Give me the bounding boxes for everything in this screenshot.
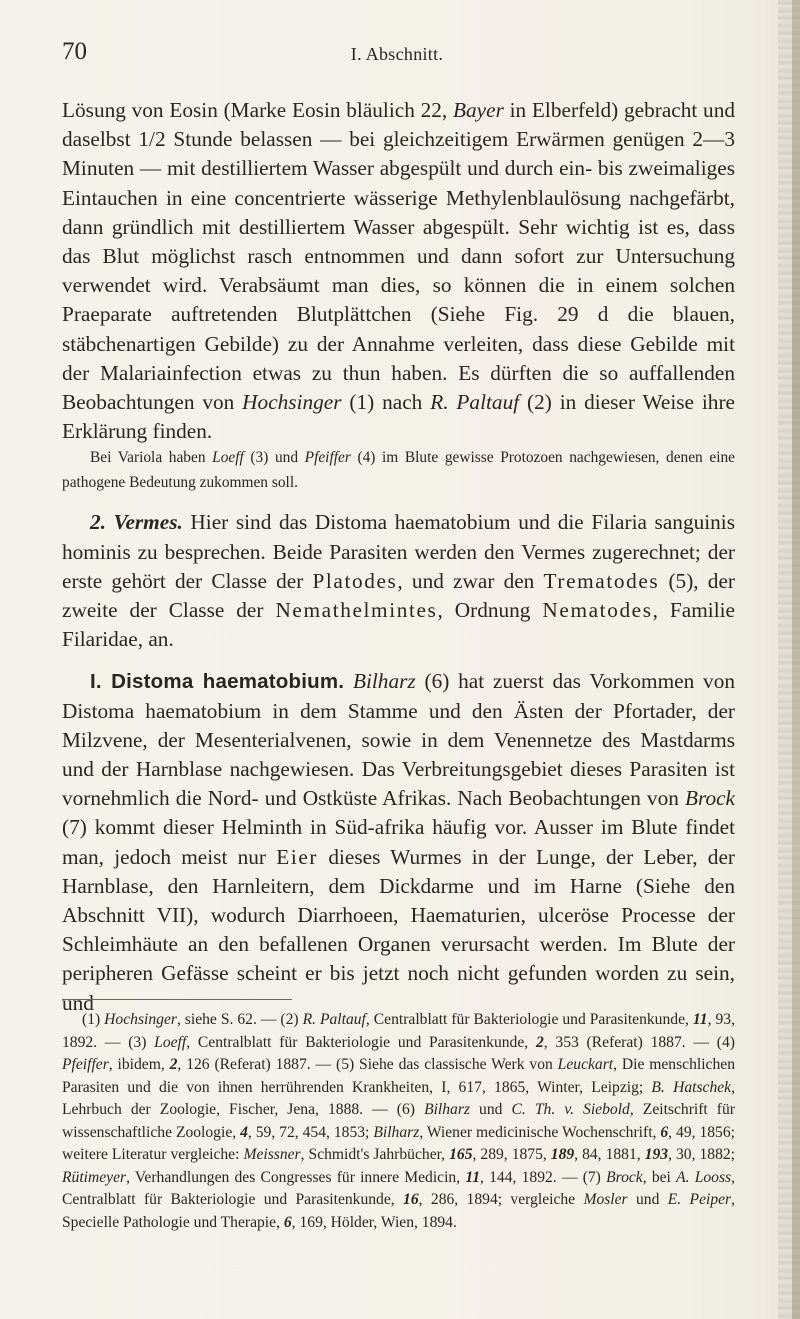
footnote-author: Brock <box>606 1168 643 1186</box>
footnote-author: E. Peiper <box>667 1191 732 1208</box>
fraction: 1/2 <box>138 127 166 152</box>
footnote-segment: , 84, 1881, <box>574 1146 645 1163</box>
footnote-segment: , Centralblatt für Bakteriologie und Parasitenkunde, <box>365 1011 693 1028</box>
footnote-volume: 16 <box>403 1191 419 1208</box>
footnote-segment: , Schmidt's Jahrbücher, <box>300 1146 450 1163</box>
footnote-segment: , 59, 72, 454, 1853; <box>247 1123 374 1141</box>
footnote-author: Loeff <box>154 1033 187 1051</box>
footnote-segment: , 353 (Referat) 1887. — (4) <box>543 1033 735 1051</box>
footnote-volume: 193 <box>644 1146 669 1163</box>
section-title: Vermes. <box>113 510 183 535</box>
subsection-heading: I. Distoma haematobium. <box>90 670 345 694</box>
footnote-segment: , siehe S. 62. — (2) <box>176 1011 303 1028</box>
footnote-volume: 2 <box>169 1056 178 1073</box>
footnote-segment: , bei <box>642 1168 677 1186</box>
footnote-segment: , Specielle Pathologie und Therapie, <box>62 1191 736 1231</box>
running-head: I. Abschnitt. <box>350 44 444 64</box>
footnote-volume: 165 <box>449 1146 473 1163</box>
paragraph-staining: Lösung von Eosin (Marke Eosin bläulich 22, Bayer in Elberfeld) gebracht und daselbst 1/2 Stunde belassen — bei gleichzeitigem Erwärmen genügen 2—3 Minuten — mit destilliertem Wasser abgespült und durch ein- bis zweimaliges Eintauchen in eine concentrierte wässerige Methylenblaulösung nachgefärbt, dann gründlich mit destilliertem Wasser abgespült. Sehr wichtig ist es, dass das Blut möglichst rasch entnommen und dann sofort zur Untersuchung verwendet wird. Verabsäumt man dies, so können die in einem solchen Praeparate auftretenden Blutplättchen (Siehe Fig. 29 d die blauen, stäbchenartigen Gebilde) zu der Annahme verleiten, dass diese Gebilde mit der Malariainfection etwas zu thun haben. Es dürften die so auffallenden Beobachtungen von Hochsinger (1) nach R. Paltauf (2) in dieser Weise ihre Erklärung finden. <box>62 98 736 444</box>
page-edge-shadow <box>792 0 800 1319</box>
footnote-volume: 6 <box>660 1123 669 1141</box>
footnote-volume: 2 <box>535 1033 544 1051</box>
footnote-author: C. Th. v. Siebold <box>511 1101 630 1118</box>
footnote-segment: , 30, 1882; <box>668 1146 735 1163</box>
footnote-author: Mosler <box>583 1191 628 1208</box>
footnotes <box>62 1009 735 1234</box>
footnote-segment: , Die menschlichen Parasiten und die von ihnen herrührenden Krankheiten, I, 617, 1865, Winter, Leipzig; <box>62 1056 735 1096</box>
footnote-author: Pfeiffer <box>62 1056 109 1073</box>
section-vermes: 2. Vermes. Hier sind das Distoma haematobium und die Filaria sanguinis hominis zu besprechen. Beide Parasiten werden den Vermes zugerechnet; der erste gehört der Classe der Platodes, und zwar den Trematodes (5), der zweite der Classe der Nemathelmintes, Ordnung Nematodes, Familie Filaridae, an. <box>62 510 736 652</box>
footnote-author: Meissner <box>243 1146 301 1163</box>
footnote-text <box>62 1009 735 1234</box>
footnote-segment: (1) <box>82 1011 105 1028</box>
paragraph-variola: Bei Variola haben Loeff (3) und Pfeiffer (4) im Blute gewisse Protozoen nachgewiesen, denen eine pathogene Bedeutung zukommen soll. <box>62 449 736 491</box>
footnote-segment: und <box>469 1101 512 1118</box>
footnote-author: Bilharz <box>424 1101 470 1118</box>
section-distoma: I. Distoma haematobium. Bilharz (6) hat zuerst das Vorkommen von Distoma haematobium in dem Stamme und den Ästen der Pfortader, der Milzvene, der Mesenterialvenen, sowie in dem Venennetze des Mastdarms und der Harnblase nachgewiesen. Das Verbreitungsgebiet dieses Parasiten ist vornehmlich die Nord- und Ostküste Afrikas. Nach Beobachtungen von Brock (7) kommt dieser Helminth in Süd-afrika häufig vor. Ausser im Blute findet man, jedoch meist nur Eier dieses Wurmes in der Lunge, der Leber, der Harnblase, den Harnleitern, dem Dickdarme und im Harne (Siehe den Abschnitt VII), wodurch Diarrhoeen, Haematurien, ulceröse Processe der Schleimhäute an den befallenen Organen verursacht werden. Im Blute der peripheren Gefässe scheint er bis jetzt noch nicht gefunden worden zu sein, und <box>62 669 735 1015</box>
footnote-volume: 4 <box>240 1123 248 1141</box>
footnote-segment: , 93, 1892. — (3) <box>62 1011 735 1051</box>
footnote-segment: , 169, Hölder, Wien, 1894. <box>291 1213 457 1231</box>
footnote-segment: , Wiener medicinische Wochenschrift, <box>419 1123 661 1141</box>
footnote-author: Rütimeyer <box>62 1168 127 1186</box>
footnote-author: A. Looss <box>676 1168 732 1186</box>
footnote-segment: und <box>627 1191 668 1208</box>
page-number: 70 <box>62 38 87 65</box>
footnote-author: R. Paltauf <box>302 1011 366 1028</box>
footnote-volume: 189 <box>550 1146 575 1163</box>
footnote-segment: , Zeitschrift für wissenschaftliche Zoologie, <box>62 1101 735 1141</box>
footnote-volume: 11 <box>692 1011 708 1028</box>
footnote-segment: , Lehrbuch der Zoologie, Fischer, Jena, 1888. — (6) <box>62 1078 735 1118</box>
footnote-segment: , Centralblatt für Bakteriologie und Parasitenkunde, <box>62 1168 736 1208</box>
footnote-segment: , Verhandlungen des Congresses für innere Medicin, <box>126 1168 466 1186</box>
footnote-segment: , ibidem, <box>108 1056 170 1073</box>
footnote-author: Leuckart <box>557 1056 614 1073</box>
footnote-segment: , Centralblatt für Bakteriologie und Parasitenkunde, <box>186 1033 536 1051</box>
footnote-segment: , 144, 1892. — (7) <box>480 1168 607 1186</box>
footnote-segment: , 126 (Referat) 1887. — (5) Siehe das classische Werk von <box>177 1056 558 1073</box>
footnote-segment: , 289, 1875, <box>472 1146 551 1163</box>
page-header <box>62 38 732 74</box>
footnote-segment: , 49, 1856; weitere Literatur vergleiche: <box>62 1123 735 1163</box>
footnote-author: Hochsinger <box>104 1011 177 1028</box>
footnote-author: B. Hatschek <box>651 1078 732 1096</box>
footnote-segment: , 286, 1894; vergleiche <box>418 1191 584 1208</box>
section-number: 2. <box>90 510 106 535</box>
footnote-volume: 6 <box>283 1213 292 1231</box>
footnote-volume: 11 <box>465 1168 481 1186</box>
footnote-author: Bilharz <box>373 1123 420 1141</box>
main-text <box>62 96 735 1018</box>
footnote-rule <box>62 999 292 1000</box>
